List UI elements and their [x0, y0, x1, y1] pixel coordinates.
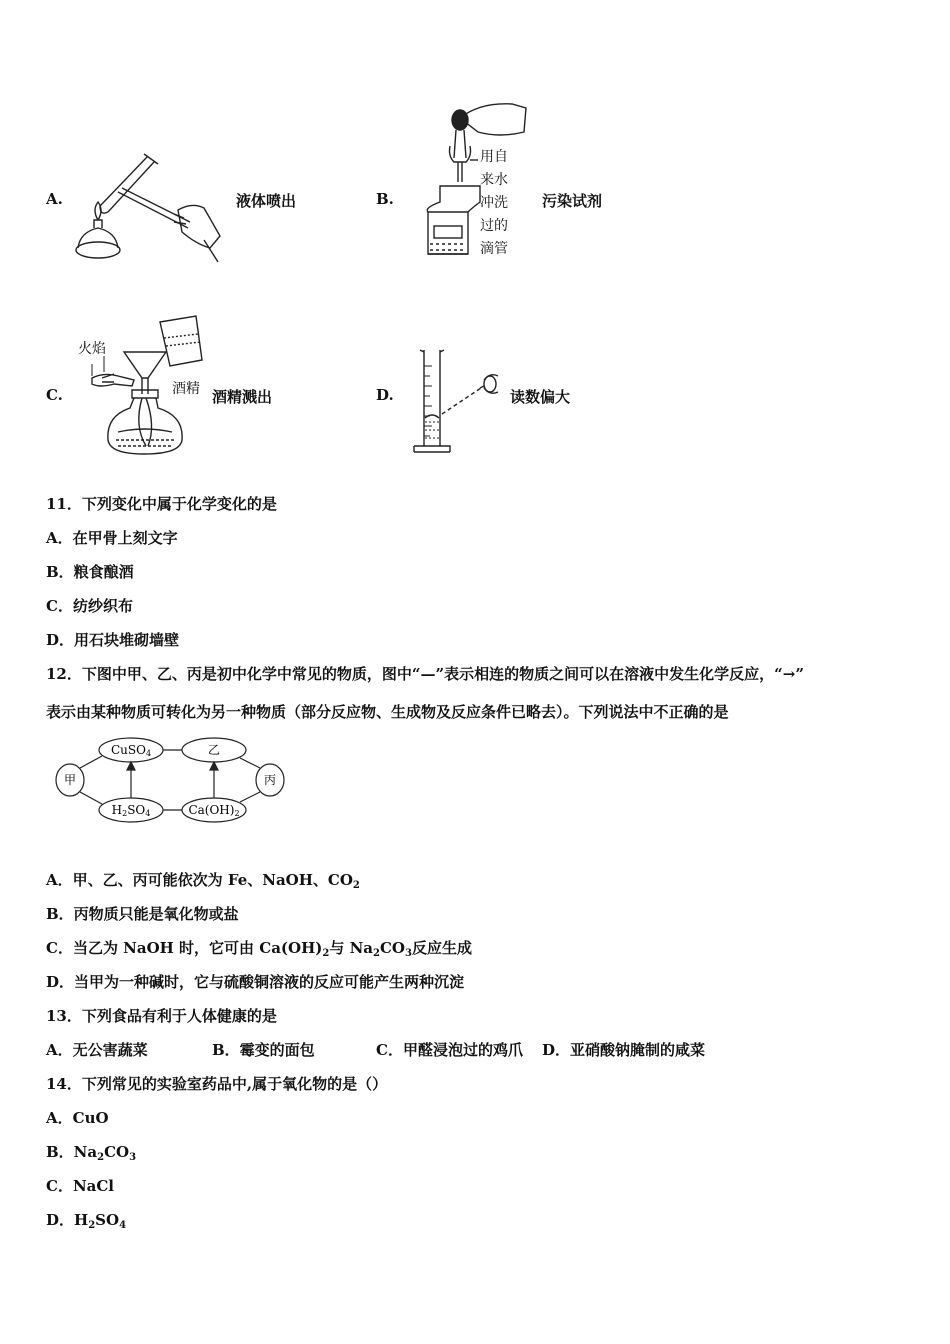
heating-test-tube-illustration — [70, 148, 230, 268]
annotation-line-5: 滴管 — [480, 241, 508, 257]
option-a-letter: A. — [46, 190, 63, 208]
node-jia-label: 甲 — [63, 773, 77, 787]
option-a-caption: 液体喷出 — [236, 192, 297, 210]
q11-option-d: D．用石块堆砌墙壁 — [46, 631, 180, 649]
lamp-refill-illustration — [84, 316, 214, 462]
annotation-line-3: 冲洗 — [480, 195, 508, 211]
q12-reaction-diagram — [50, 734, 290, 830]
flame-label: 火焰 — [78, 341, 106, 357]
q13-option-b: B．霉变的面包 — [212, 1041, 315, 1059]
option-b-letter: B. — [376, 190, 394, 208]
q12-option-c: C．当乙为 NaOH 时，它可由 $Ca(OH)_2$与 $Na_2CO_3$反应生成 — [46, 939, 472, 959]
q11-option-c: C．纺纱织布 — [46, 597, 133, 615]
q11-option-a: A．在甲骨上刻文字 — [46, 529, 178, 547]
annotation-line-4: 过的 — [480, 218, 508, 234]
annotation-line-2: 来水 — [480, 172, 508, 188]
q13-stem: 13．下列食品有利于人体健康的是 — [46, 1007, 277, 1025]
option-c-letter: C. — [46, 386, 63, 404]
q11-option-b: B．粮食酿酒 — [46, 563, 134, 581]
node-h2so4-label: H2SO4 — [111, 803, 151, 818]
q13-option-a: A．无公害蔬菜 — [46, 1041, 148, 1059]
q12-option-a: A．甲、乙、丙可能依次为 Fe、NaOH、$CO_2$ — [46, 871, 360, 891]
alcohol-label: 酒精 — [172, 381, 200, 397]
option-b-caption: 污染试剂 — [542, 192, 603, 210]
option-d-letter: D. — [376, 386, 394, 404]
option-c-caption: 酒精溅出 — [212, 388, 273, 406]
q14-stem: 14．下列常见的实验室药品中,属于氧化物的是（） — [46, 1075, 388, 1093]
q14-option-d: D．$H_2SO_4$ — [46, 1211, 127, 1231]
annotation-line-1: 用自 — [480, 149, 508, 165]
graduated-cylinder-illustration — [410, 346, 510, 458]
q13-option-c: C．甲醛浸泡过的鸡爪 — [376, 1041, 523, 1059]
q14-option-c: C．NaCl — [46, 1177, 115, 1195]
q14-option-b: B．$Na_2CO_3$ — [46, 1143, 137, 1163]
q14-option-a: A．CuO — [46, 1109, 109, 1127]
node-yi-label: 乙 — [207, 743, 221, 757]
q12-stem-line-2: 表示由某种物质可转化为另一种物质（部分反应物、生成物及反应条件已略去）。下列说法中不正确的是 — [46, 703, 729, 721]
q12-option-b: B．丙物质只能是氧化物或盐 — [46, 905, 239, 923]
node-cuso4-label: CuSO4 — [110, 743, 152, 758]
q12-stem-line-1: 12．下图中甲、乙、丙是初中化学中常见的物质，图中“—”表示相连的物质之间可以在溶液中发生化学反应，“→” — [46, 665, 804, 683]
dropper-bottle-illustration — [420, 98, 530, 260]
node-bing-label: 丙 — [263, 773, 277, 787]
q11-stem: 11．下列变化中属于化学变化的是 — [46, 495, 277, 513]
q12-option-d: D．当甲为一种碱时，它与硫酸铜溶液的反应可能产生两种沉淀 — [46, 973, 465, 991]
option-d-caption: 读数偏大 — [510, 388, 571, 406]
q13-option-d: D．亚硝酸钠腌制的咸菜 — [542, 1041, 706, 1059]
node-caoh2-label: Ca(OH)2 — [188, 803, 240, 818]
